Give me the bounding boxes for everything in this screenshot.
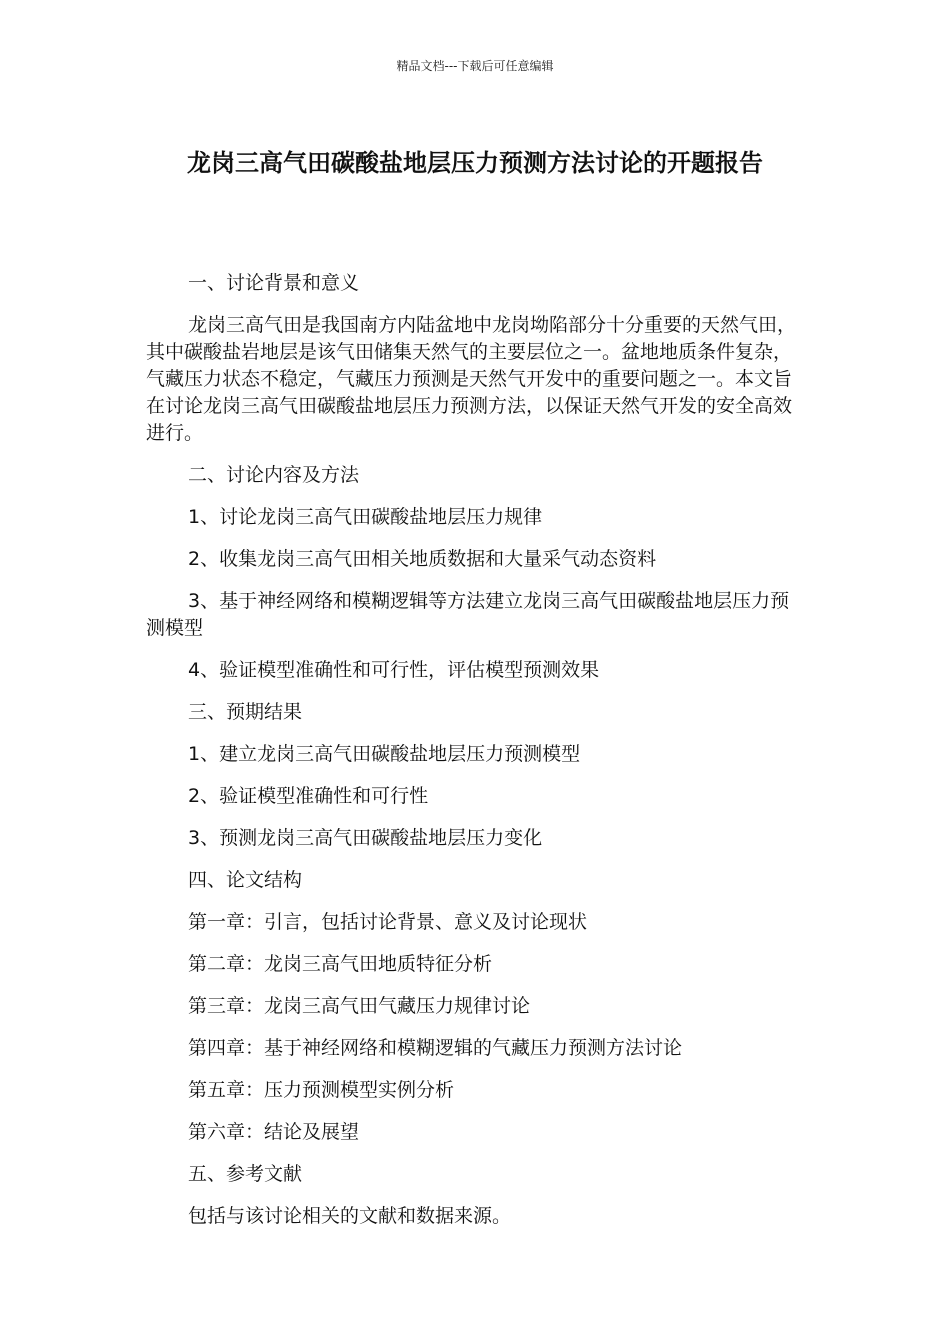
chapter-item-1: 第一章：引言，包括讨论背景、意义及讨论现状: [188, 911, 588, 933]
chapter-item-3: 第三章：龙岗三高气田气藏压力规律讨论: [188, 995, 531, 1017]
section-heading-background: 一、讨论背景和意义: [188, 272, 360, 294]
list-item-content-4: 4、验证模型准确性和可行性，评估模型预测效果: [188, 659, 600, 681]
paragraph-references: 包括与该讨论相关的文献和数据来源。: [188, 1205, 512, 1227]
chapter-item-5: 第五章：压力预测模型实例分析: [188, 1079, 455, 1101]
section-heading-references: 五、参考文献: [188, 1163, 303, 1185]
list-item-content-1: 1、讨论龙岗三高气田碳酸盐地层压力规律: [188, 506, 543, 528]
list-item-result-3: 3、预测龙岗三高气田碳酸盐地层压力变化: [188, 827, 543, 849]
list-item-content-3: 3、基于神经网络和模糊逻辑等方法建立龙岗三高气田碳酸盐地层压力预测模型: [146, 590, 790, 639]
page-header-note: 精品文档---下载后可任意编辑: [396, 59, 554, 73]
section-heading-thesis-structure: 四、论文结构: [188, 869, 303, 891]
document-title: 龙岗三高气田碳酸盐地层压力预测方法讨论的开题报告: [187, 149, 763, 177]
section-heading-content-methods: 二、讨论内容及方法: [188, 464, 360, 486]
paragraph-background: 龙岗三高气田是我国南方内陆盆地中龙岗坳陷部分十分重要的天然气田，其中碳酸盐岩地层是该气田储集天然气的主要层位之一。盆地地质条件复杂，气藏压力状态不稳定，气藏压力预测是天然气开发中的重要问题之一。本文旨在讨论龙岗三高气田碳酸盐地层压力预测方法，以保证天然气开发的安全高效进行。: [146, 314, 797, 444]
chapter-item-6: 第六章：结论及展望: [188, 1121, 360, 1143]
chapter-item-2: 第二章：龙岗三高气田地质特征分析: [188, 953, 493, 975]
list-item-content-2: 2、收集龙岗三高气田相关地质数据和大量采气动态资料: [188, 548, 657, 570]
document-body: [146, 270, 806, 1245]
list-item-result-1: 1、建立龙岗三高气田碳酸盐地层压力预测模型: [188, 743, 581, 765]
list-item-result-2: 2、验证模型准确性和可行性: [188, 785, 429, 807]
chapter-item-4: 第四章：基于神经网络和模糊逻辑的气藏压力预测方法讨论: [188, 1037, 683, 1059]
section-heading-expected-results: 三、预期结果: [188, 701, 303, 723]
